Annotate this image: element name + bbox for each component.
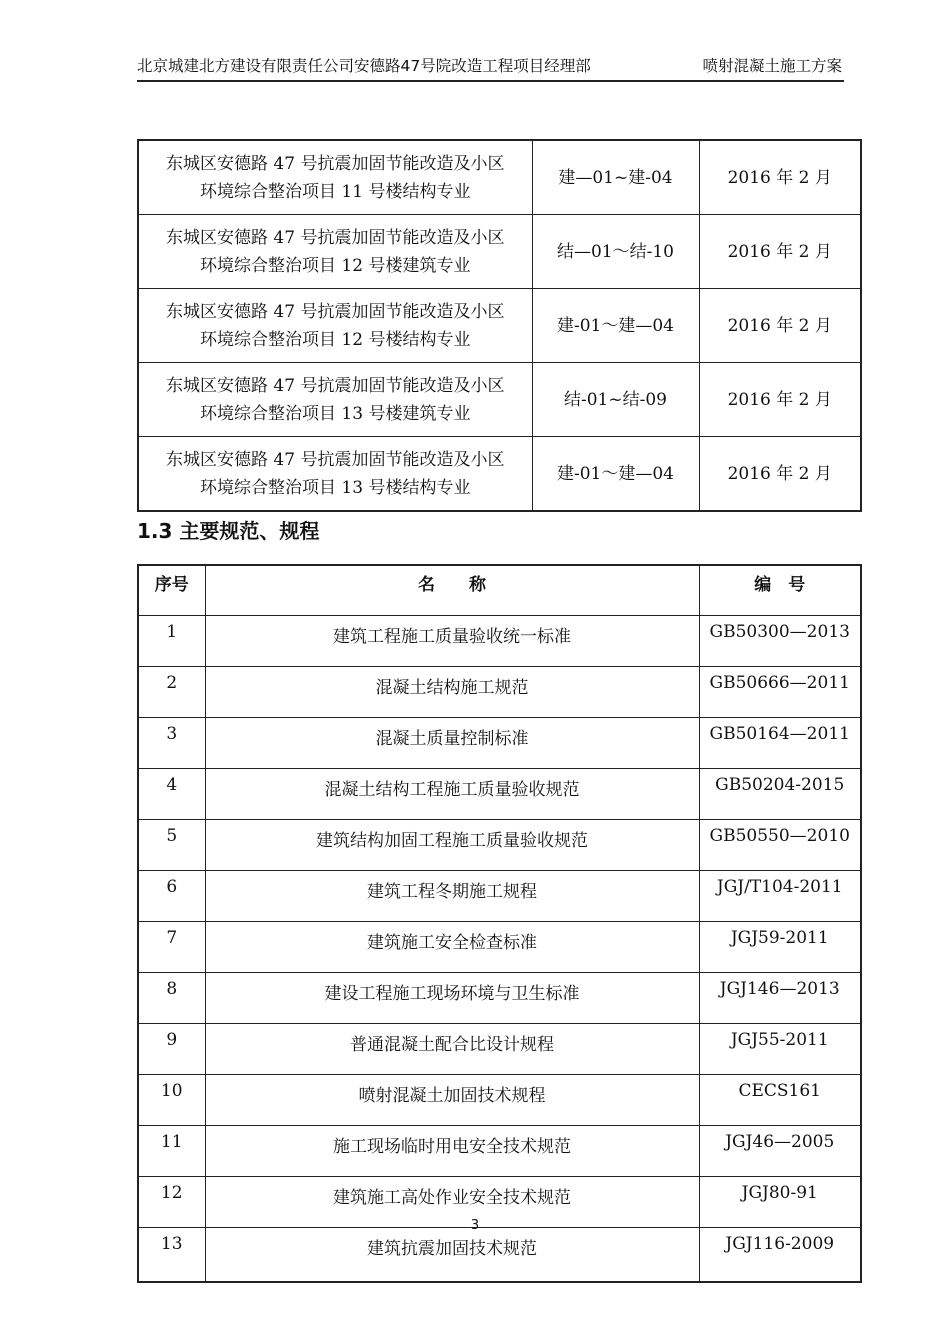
drawing-name-cell (138, 363, 532, 437)
standard-no-cell: 3 (138, 718, 205, 769)
drawing-name-line: 东城区安德路 47 号抗震加固节能改造及小区 (166, 449, 505, 470)
standard-name-cell: 混凝土质量控制标准 (205, 718, 699, 769)
standard-no-cell: 1 (138, 616, 205, 667)
standard-code-cell: JGJ59-2011 (699, 922, 861, 973)
table-row (138, 667, 861, 718)
table-row (138, 215, 861, 289)
standard-code-cell: JGJ116-2009 (699, 1228, 861, 1283)
drawing-name-line: 东城区安德路 47 号抗震加固节能改造及小区 (166, 375, 505, 396)
table-row (138, 437, 861, 512)
drawing-name-cell (138, 289, 532, 363)
standard-code-cell: JGJ80-91 (699, 1177, 861, 1228)
table-row (138, 289, 861, 363)
standard-no-cell: 2 (138, 667, 205, 718)
table-row (138, 769, 861, 820)
section-title: 1.3 主要规范、规程 (137, 519, 320, 543)
drawing-code-cell: 建—01~建-04 (532, 140, 699, 215)
table-header-row (138, 565, 861, 616)
standard-no-cell: 4 (138, 769, 205, 820)
drawing-name-line: 环境综合整治项目 12 号楼结构专业 (200, 329, 471, 350)
page-number: 3 (470, 1218, 480, 1233)
standard-no-cell: 6 (138, 871, 205, 922)
standard-name-cell: 喷射混凝土加固技术规程 (205, 1075, 699, 1126)
standard-no-cell: 12 (138, 1177, 205, 1228)
standard-code-cell: JGJ46—2005 (699, 1126, 861, 1177)
standard-name-cell: 建筑工程冬期施工规程 (205, 871, 699, 922)
standard-code-cell: GB50666—2011 (699, 667, 861, 718)
drawing-name-line: 环境综合整治项目 12 号楼建筑专业 (200, 255, 471, 276)
drawing-date-cell: 2016 年 2 月 (699, 437, 861, 512)
column-header-code: 编 号 (699, 565, 861, 616)
standard-code-cell: GB50204-2015 (699, 769, 861, 820)
standard-no-cell: 13 (138, 1228, 205, 1283)
drawing-date-cell: 2016 年 2 月 (699, 215, 861, 289)
standard-name-cell: 建筑结构加固工程施工质量验收规范 (205, 820, 699, 871)
table-row (138, 363, 861, 437)
drawing-name-line: 环境综合整治项目 13 号楼结构专业 (200, 477, 471, 498)
table-row (138, 820, 861, 871)
standard-code-cell: JGJ/T104-2011 (699, 871, 861, 922)
drawing-code-cell: 结-01~结-09 (532, 363, 699, 437)
standards-table (137, 564, 862, 1283)
standard-code-cell: GB50550—2010 (699, 820, 861, 871)
drawing-name-line: 东城区安德路 47 号抗震加固节能改造及小区 (166, 227, 505, 248)
table-row (138, 1024, 861, 1075)
table-row (138, 871, 861, 922)
drawing-name-line: 环境综合整治项目 11 号楼结构专业 (200, 181, 471, 202)
drawing-name-cell (138, 215, 532, 289)
table-row (138, 616, 861, 667)
standard-code-cell: CECS161 (699, 1075, 861, 1126)
drawing-name-cell (138, 437, 532, 512)
table-row (138, 922, 861, 973)
standard-no-cell: 11 (138, 1126, 205, 1177)
drawing-code-cell: 结—01～结-10 (532, 215, 699, 289)
standard-name-cell: 建筑抗震加固技术规范 (205, 1228, 699, 1283)
drawing-name-line: 东城区安德路 47 号抗震加固节能改造及小区 (166, 153, 505, 174)
drawing-date-cell: 2016 年 2 月 (699, 363, 861, 437)
standard-name-cell: 建筑施工高处作业安全技术规范 (205, 1177, 699, 1228)
standard-code-cell: JGJ146—2013 (699, 973, 861, 1024)
standard-name-cell: 施工现场临时用电安全技术规范 (205, 1126, 699, 1177)
drawing-code-cell: 建-01～建—04 (532, 289, 699, 363)
table-row (138, 1126, 861, 1177)
column-header-name: 名 称 (205, 565, 699, 616)
standard-name-cell: 普通混凝土配合比设计规程 (205, 1024, 699, 1075)
standard-name-cell: 建筑施工安全检查标准 (205, 922, 699, 973)
drawing-code-cell: 建-01～建—04 (532, 437, 699, 512)
standard-name-cell: 建筑工程施工质量验收统一标准 (205, 616, 699, 667)
table-row (138, 718, 861, 769)
standard-no-cell: 5 (138, 820, 205, 871)
standard-name-cell: 建设工程施工现场环境与卫生标准 (205, 973, 699, 1024)
standard-no-cell: 10 (138, 1075, 205, 1126)
drawing-name-cell (138, 140, 532, 215)
standard-no-cell: 8 (138, 973, 205, 1024)
page-header (137, 54, 844, 82)
standard-code-cell: GB50164—2011 (699, 718, 861, 769)
column-header-no: 序号 (138, 565, 205, 616)
standard-name-cell: 混凝土结构施工规范 (205, 667, 699, 718)
drawing-date-cell: 2016 年 2 月 (699, 289, 861, 363)
table-row (138, 1228, 861, 1283)
header-company: 北京城建北方建设有限责任公司安德路47号院改造工程项目经理部 (137, 57, 591, 75)
drawings-table (137, 139, 862, 512)
drawing-date-cell: 2016 年 2 月 (699, 140, 861, 215)
table-row (138, 973, 861, 1024)
header-document-title: 喷射混凝土施工方案 (702, 57, 842, 75)
standard-no-cell: 7 (138, 922, 205, 973)
table-row (138, 1075, 861, 1126)
standard-code-cell: GB50300—2013 (699, 616, 861, 667)
table-row (138, 140, 861, 215)
standard-no-cell: 9 (138, 1024, 205, 1075)
standard-code-cell: JGJ55-2011 (699, 1024, 861, 1075)
standard-name-cell: 混凝土结构工程施工质量验收规范 (205, 769, 699, 820)
drawing-name-line: 环境综合整治项目 13 号楼建筑专业 (200, 403, 471, 424)
drawing-name-line: 东城区安德路 47 号抗震加固节能改造及小区 (166, 301, 505, 322)
